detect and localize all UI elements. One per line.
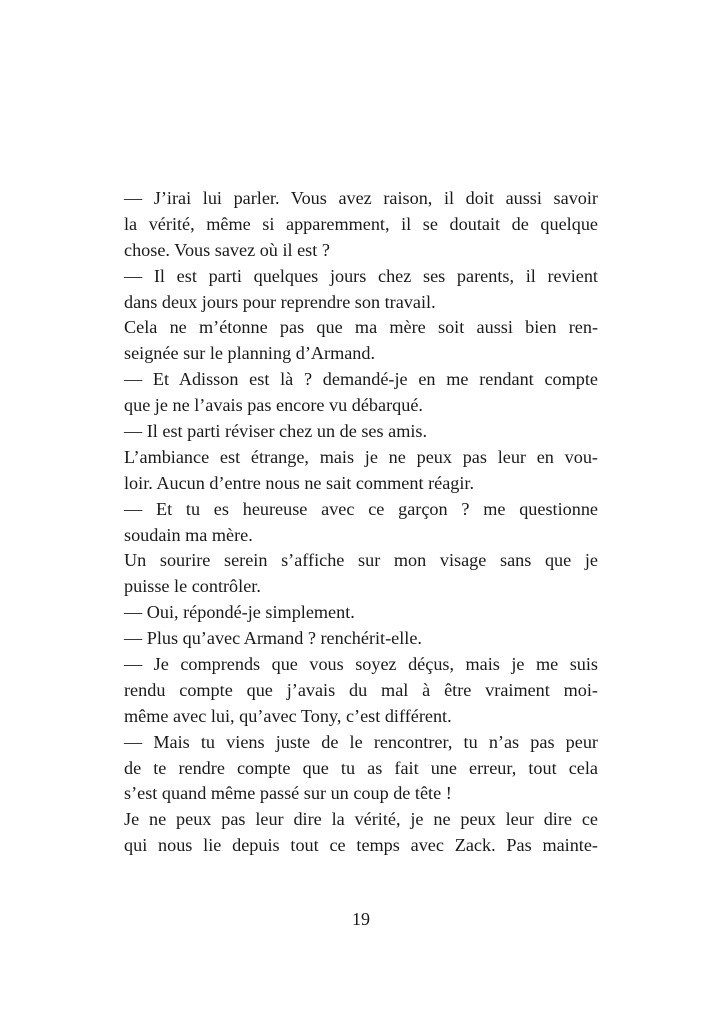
- text-line: — Il est parti quelques jours chez ses parents, il revient: [124, 265, 598, 286]
- text-line: — Mais tu viens juste de le rencontrer, tu n’as pas peur: [124, 731, 598, 752]
- page-number: 19: [352, 909, 370, 929]
- text-line: que je ne l’avais pas encore vu débarqué.: [124, 395, 423, 416]
- text-line: L’ambiance est étrange, mais je ne peux pas leur en vou-: [124, 446, 598, 467]
- text-line: Je ne peux pas leur dire la vérité, je ne peux leur dire ce: [124, 809, 598, 830]
- text-line: loir. Aucun d’entre nous ne sait comment réagir.: [124, 472, 475, 493]
- text-line: la vérité, même si apparemment, il se doutait de quelque: [124, 213, 598, 234]
- text-line: rendu compte que j’avais du mal à être vraiment moi-: [124, 679, 598, 700]
- text-line: — J’irai lui parler. Vous avez raison, il doit aussi savoir: [124, 188, 598, 208]
- text-line: soudain ma mère.: [124, 524, 253, 545]
- text-line: — Il est parti réviser chez un de ses amis.: [124, 421, 428, 442]
- text-line: dans deux jours pour reprendre son travail.: [124, 291, 436, 312]
- text-line: — Oui, répondé-je simplement.: [124, 602, 355, 623]
- text-line: — Et tu es heureuse avec ce garçon ? me questionne: [124, 498, 598, 519]
- text-line: s’est quand même passé sur un coup de tête !: [124, 783, 452, 804]
- text-line: puisse le contrôler.: [124, 576, 261, 597]
- text-line: qui nous lie depuis tout ce temps avec Zack. Pas mainte-: [124, 835, 598, 856]
- text-line: Cela ne m’étonne pas que ma mère soit aussi bien ren-: [124, 317, 598, 338]
- text-line: seignée sur le planning d’Armand.: [124, 343, 376, 364]
- text-line: de te rendre compte que tu as fait une erreur, tout cela: [124, 757, 598, 778]
- text-line: même avec lui, qu’avec Tony, c’est différent.: [124, 705, 452, 726]
- text-line: — Je comprends que vous soyez déçus, mais je me suis: [124, 654, 598, 675]
- text-line: chose. Vous savez où il est ?: [124, 239, 330, 260]
- page-body-text: [124, 186, 598, 859]
- text-line: — Et Adisson est là ? demandé-je en me rendant compte: [124, 369, 598, 390]
- text-line: Un sourire serein s’affiche sur mon visage sans que je: [124, 550, 598, 571]
- text-line: — Plus qu’avec Armand ? renchérit-elle.: [124, 628, 422, 649]
